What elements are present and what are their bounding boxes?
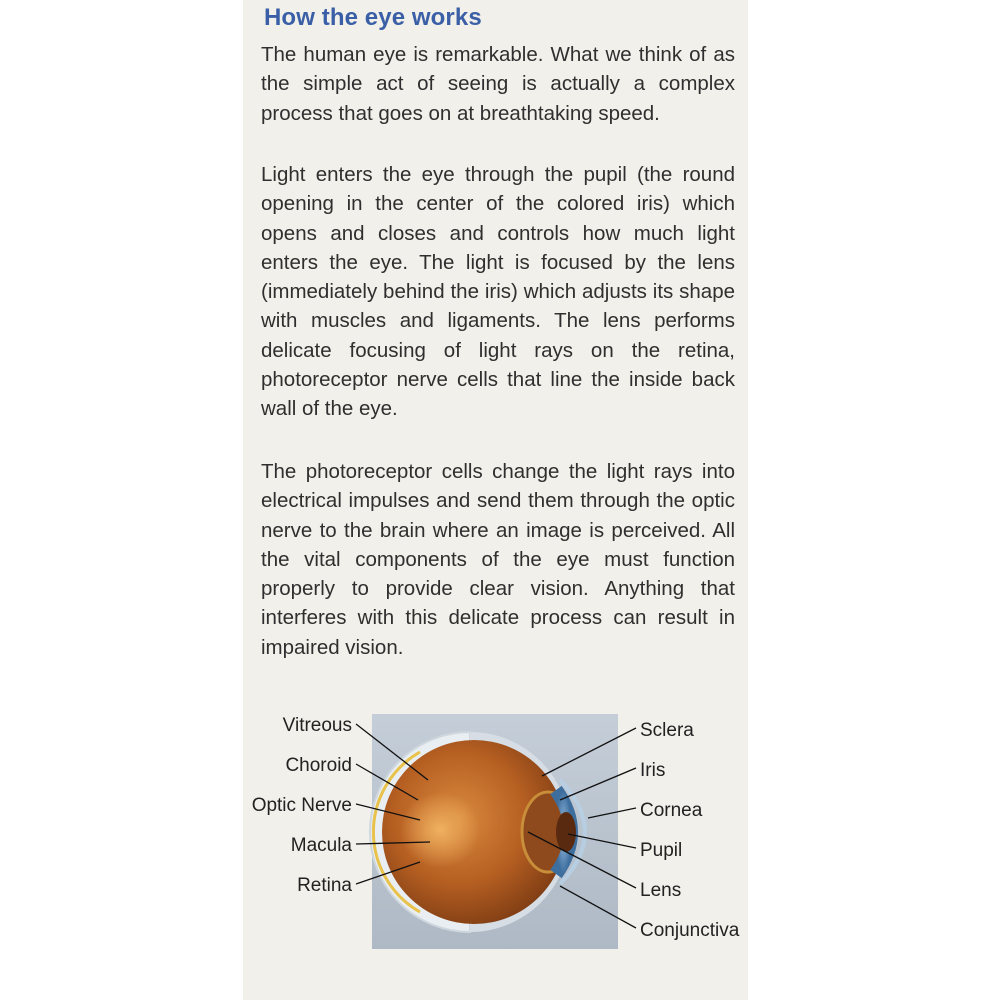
label-sclera: Sclera	[640, 720, 694, 741]
label-iris: Iris	[640, 760, 666, 781]
eye-anatomy-diagram	[240, 706, 750, 956]
label-optic-nerve: Optic Nerve	[251, 795, 352, 816]
label-vitreous: Vitreous	[282, 715, 352, 736]
paragraph-photoreceptor: The photoreceptor cells change the light rays into electrical impulses and send them through the optic nerve to the brain where an image is perceived. All the vital components of the eye must function properly to provide clear vision. Anything that interferes with this delicate process can result in impaired vision.	[261, 460, 735, 659]
label-choroid: Choroid	[285, 755, 352, 776]
label-lens: Lens	[640, 880, 682, 901]
pupil-shape	[556, 812, 576, 852]
label-retina: Retina	[297, 875, 352, 896]
paragraph-light: Light enters the eye through the pupil (the round opening in the center of the colored iris) which opens and closes and controls how much light enters the eye. The light is focused by the lens (immediately behind the iris) which adjusts its shape with muscles and ligaments. The lens performs delicate focusing of light rays on the retina, photoreceptor nerve cells that line the inside back wall of the eye.	[261, 163, 735, 421]
paragraph-intro: The human eye is remarkable. What we think of as the simple act of seeing is actually a complex process that goes on at breathtaking speed.	[261, 43, 735, 125]
label-cornea: Cornea	[640, 800, 703, 821]
macula-area	[400, 792, 480, 868]
label-conjunctiva: Conjunctiva	[640, 920, 740, 941]
label-pupil: Pupil	[640, 840, 683, 861]
page-title: How the eye works	[264, 4, 482, 31]
label-macula: Macula	[290, 835, 352, 856]
